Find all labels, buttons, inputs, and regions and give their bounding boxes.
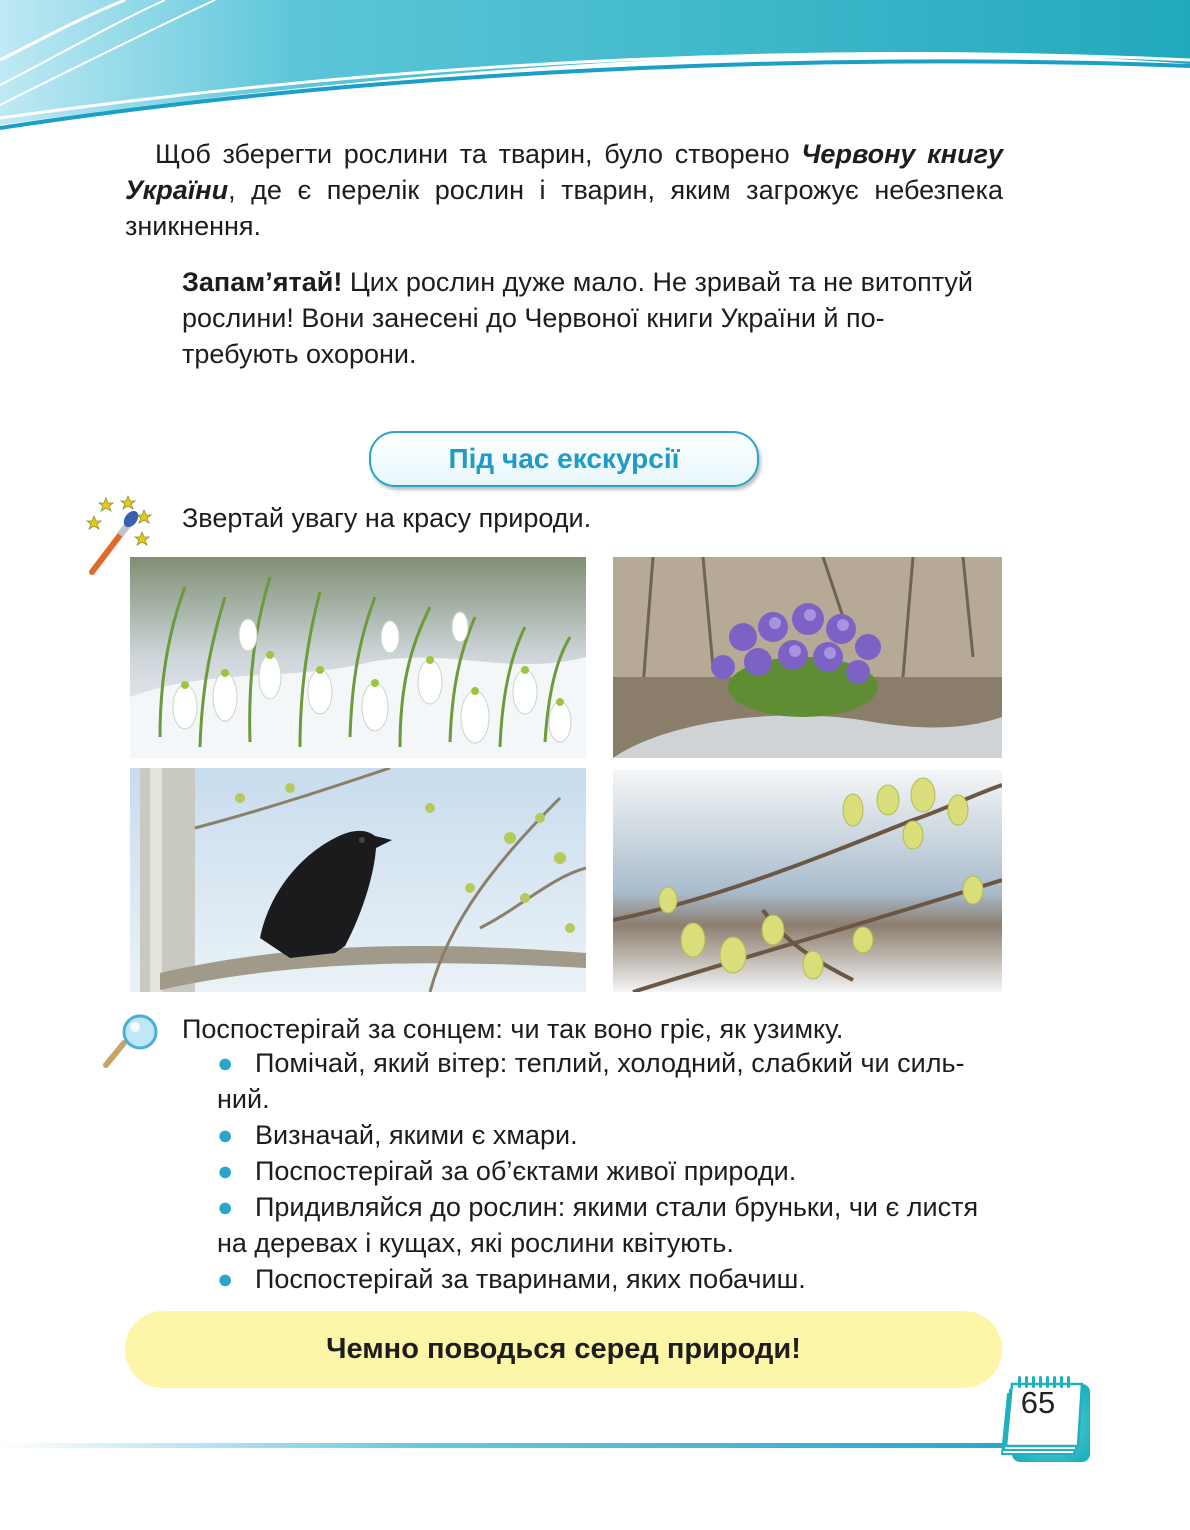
observation-lead: Поспостерігай за сонцем: чи так воно гріє, як узимку. <box>182 1014 844 1044</box>
intro-paragraph <box>125 136 1003 244</box>
observation-list <box>217 1045 1002 1297</box>
bullet-icon: ● <box>217 1048 234 1078</box>
red-book-term: Червону книгу України <box>125 139 1003 205</box>
remember-lead: Запам’ятай! <box>182 267 343 297</box>
list-item-text: Придивляйся до рослин: якими стали бруньки, чи є листя на деревах і кущах, які рослини квітують. <box>217 1192 979 1258</box>
list-item-text: Помічай, який вітер: теплий, холодний, слабкий чи сильний. <box>217 1048 965 1114</box>
bullet-icon: ● <box>217 1264 234 1294</box>
bullet-icon: ● <box>217 1156 234 1186</box>
list-item <box>217 1153 1002 1189</box>
list-item <box>217 1261 1002 1297</box>
crow-photo <box>130 768 586 992</box>
bullet-icon: ● <box>217 1192 234 1222</box>
behave-banner-text: Чемно поводься серед природи! <box>326 1333 801 1365</box>
page-number: 65 <box>1020 1385 1056 1420</box>
footer-line <box>0 1443 1030 1448</box>
list-item <box>217 1189 1002 1261</box>
willow-catkins-photo <box>613 770 1002 992</box>
snowdrops-photo <box>130 557 586 758</box>
intro-text-after: , де є перелік рослин і тварин, яким загрожує небезпека зникнення. <box>125 175 1003 241</box>
list-item <box>217 1045 1002 1117</box>
intro-text-before: Щоб зберегти рослини та тварин, було створено <box>155 139 802 169</box>
remember-paragraph <box>182 264 982 372</box>
list-item-text: Поспостерігай за об’єктами живої природи. <box>255 1156 797 1186</box>
list-item-text: Визначай, якими є хмари. <box>255 1120 578 1150</box>
list-item <box>217 1117 1002 1153</box>
magnifier-icon <box>102 1013 162 1069</box>
header-wave <box>0 0 1190 135</box>
bullet-icon: ● <box>217 1120 234 1150</box>
excursion-heading <box>369 431 759 487</box>
remember-text: Цих рослин дуже мало. Не зривай та не витоптуй рослини! Вони занесені до Червоної книги України й потребують охорони. <box>182 267 973 369</box>
violets-photo <box>613 557 1002 758</box>
excursion-title: Під час екскурсії <box>448 443 680 474</box>
behave-banner <box>125 1311 1002 1388</box>
list-item-text: Поспостерігай за тваринами, яких побачиш. <box>255 1264 806 1294</box>
beauty-line: Звертай увагу на красу природи. <box>182 503 592 533</box>
